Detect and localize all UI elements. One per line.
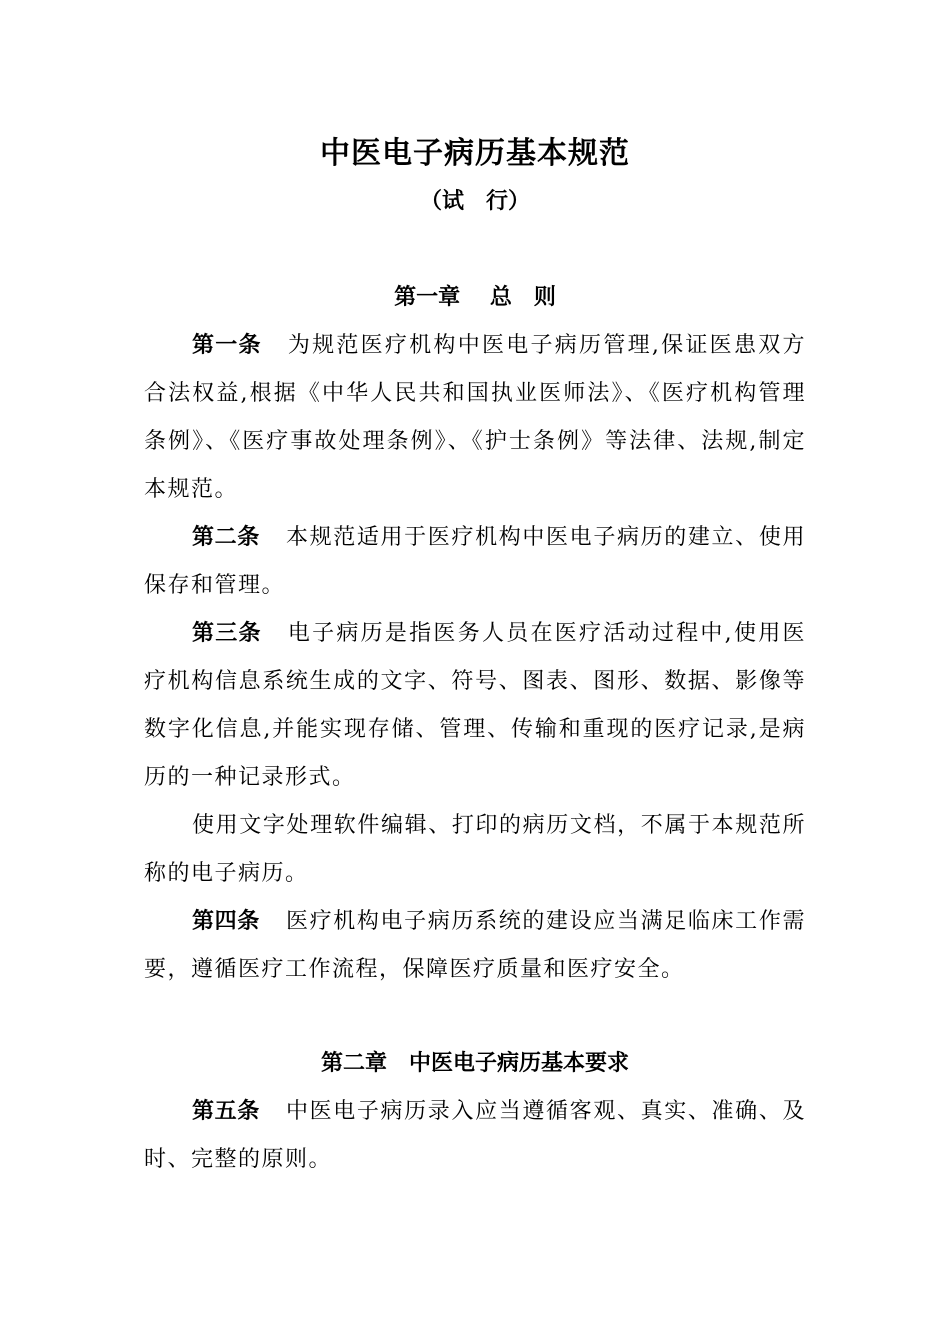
- article-label: 第三条: [192, 621, 262, 646]
- article-text: 为规范医疗机构中医电子病历管理,保证医患双方合法权益,根据《中华人民共和国执业医师法》、《医疗机构管理条例》、《医疗事故处理条例》、《护士条例》等法律、法规,制定本规范。: [144, 333, 806, 502]
- article-text: 中医电子病历录入应当遵循客观、真实、准确、及时、完整的原则。: [144, 1099, 806, 1172]
- chapter-heading: 第一章 总 则: [394, 285, 556, 310]
- article-paragraph: [144, 322, 806, 514]
- article-text: 电子病历是指医务人员在医疗活动过程中,使用医疗机构信息系统生成的文字、符号、图表、图形、数据、影像等数字化信息,并能实现存储、管理、传输和重现的医疗记录,是病历的一种记录形式。: [144, 621, 806, 790]
- article-paragraph: [144, 802, 806, 898]
- article-text: 医疗机构电子病历系统的建设应当满足临床工作需要，遵循医疗工作流程，保障医疗质量和医疗安全。: [144, 909, 806, 982]
- article-label: 第五条: [192, 1099, 260, 1124]
- article-paragraph: [144, 610, 806, 802]
- article-text: 使用文字处理软件编辑、打印的病历文档，不属于本规范所称的电子病历。: [144, 813, 806, 886]
- article-paragraph: [144, 514, 806, 610]
- chapter-heading: 第二章 中医电子病历基本要求: [320, 1051, 629, 1076]
- article-label: 第一条: [192, 333, 262, 358]
- document-subtitle: （试 行）: [419, 189, 530, 214]
- article-label: 第二条: [192, 525, 260, 550]
- article-text: 本规范适用于医疗机构中医电子病历的建立、使用保存和管理。: [144, 525, 806, 598]
- article-paragraph: [144, 898, 806, 994]
- article-label: 第四条: [192, 909, 260, 934]
- article-paragraph: [144, 1088, 806, 1184]
- document-title: 中医电子病历基本规范: [320, 136, 630, 171]
